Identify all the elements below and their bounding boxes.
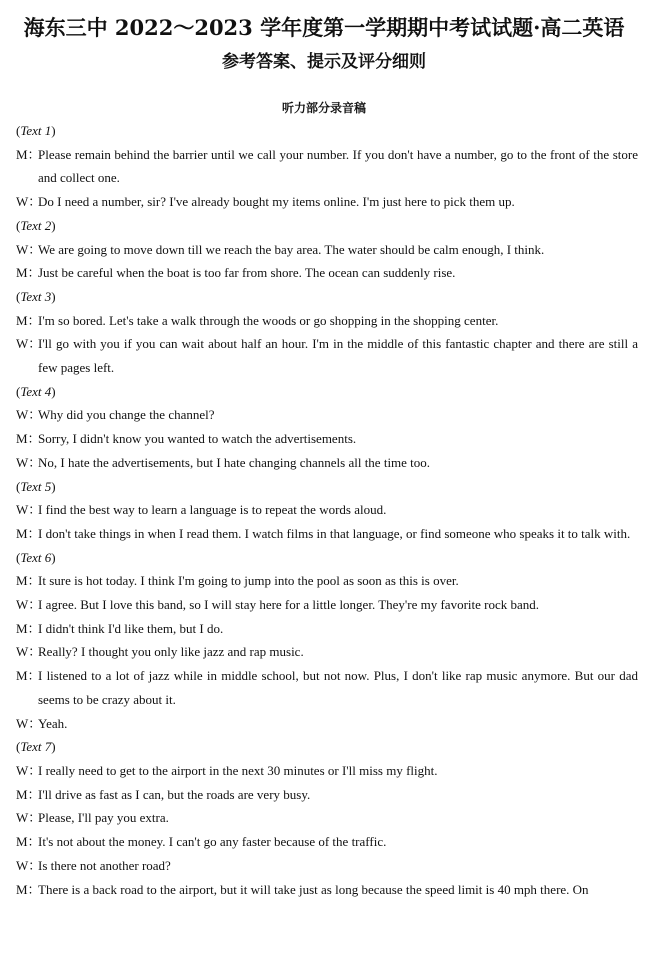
dialogue-turn [16, 617, 638, 641]
dialogue-turn [16, 403, 638, 427]
text-heading: (Text 6) [16, 549, 56, 565]
utterance-text: Just be careful when the boat is too far from shore. The ocean can suddenly rise. [38, 265, 456, 281]
dialogue-turn [16, 522, 638, 546]
speaker-label: M： [16, 881, 41, 897]
utterance-text: Please remain behind the barrier until we call your number. If you don't have a number, go to the front of the store and collect one. [38, 146, 638, 186]
utterance-text: I listened to a lot of jazz while in middle school, but not now. Plus, I don't like rap music anymore. But our dad seems to be crazy about it. [38, 668, 638, 707]
utterance-text: I'll go with you if you can wait about half an hour. I'm in the middle of this fantastic chapter and there are still a few pages left. [38, 336, 638, 376]
text-heading-label: Text 3 [20, 288, 52, 304]
dialogue-turn [16, 806, 638, 830]
dialogue-turn [16, 332, 638, 379]
utterance-text: Really? I thought you only like jazz and rap music. [38, 644, 304, 660]
utterance-text: I don't take things in when I read them. I watch films in that language, or find someone who speaks it to talk with. [38, 525, 631, 541]
speaker-label: M： [16, 668, 41, 684]
text-heading: (Text 3) [16, 288, 56, 304]
speaker-label: M： [16, 834, 41, 850]
utterance-text: There is a back road to the airport, but it will take just as long because the speed limit is 40 mph there. On [38, 881, 589, 897]
dialogue-turn [16, 830, 638, 854]
utterance-text: Sorry, I didn't know you wanted to watch the advertisements. [38, 431, 357, 447]
speaker-label: W： [16, 336, 42, 352]
speaker-label: W： [16, 857, 42, 873]
speaker-label: W： [16, 502, 42, 518]
utterance-text: Please, I'll pay you extra. [38, 810, 169, 826]
speaker-label: W： [16, 194, 42, 210]
dialogue-turn [16, 451, 638, 475]
dialogue-turn [16, 593, 638, 617]
dialogue-turn [16, 238, 638, 262]
speaker-label: W： [16, 407, 42, 423]
speaker-label: W： [16, 241, 42, 257]
speaker-label: M： [16, 431, 41, 447]
utterance-text: Why did you change the channel? [38, 407, 215, 423]
utterance-text: No, I hate the advertisements, but I hate changing channels all the time too. [38, 454, 431, 470]
dialogue-turn [16, 498, 638, 522]
speaker-label: M： [16, 573, 41, 589]
text-heading: (Text 1) [16, 123, 56, 138]
section-title: 听力部分录音稿 [281, 101, 366, 115]
dialogue-turn [16, 309, 638, 333]
text-heading: (Text 2) [16, 217, 56, 233]
utterance-text: I find the best way to learn a language is to repeat the words aloud. [38, 502, 387, 518]
utterance-text: I'll drive as fast as I can, but the roads are very busy. [38, 786, 311, 802]
utterance-text: I'm so bored. Let's take a walk through the woods or go shopping in the shopping center. [38, 312, 499, 328]
text-heading: (Text 5) [16, 478, 56, 494]
dialogue-turn [16, 878, 638, 902]
utterance-text: I really need to get to the airport in the next 30 minutes or I'll miss my flight. [38, 762, 438, 778]
listening-transcript [16, 119, 638, 901]
document-subtitle: 参考答案、提示及评分细则 [222, 52, 426, 72]
dialogue-turn [16, 759, 638, 783]
dialogue-turn [16, 854, 638, 878]
text-heading-label: Text 4 [20, 383, 52, 399]
speaker-label: W： [16, 644, 42, 660]
text-heading-label: Text 1 [20, 123, 52, 138]
text-heading-label: Text 6 [20, 549, 52, 565]
text-heading: (Text 4) [16, 383, 56, 399]
dialogue-turn [16, 569, 638, 593]
utterance-text: Is there not another road? [38, 857, 171, 873]
dialogue-turn [16, 427, 638, 451]
speaker-label: M： [16, 525, 41, 541]
speaker-label: M： [16, 146, 41, 162]
dialogue-turn [16, 261, 638, 285]
utterance-text: It sure is hot today. I think I'm going to jump into the pool as soon as this is over. [38, 573, 459, 589]
speaker-label: W： [16, 810, 42, 826]
speaker-label: W： [16, 454, 42, 470]
dialogue-turn [16, 712, 638, 736]
speaker-label: W： [16, 762, 42, 778]
text-heading-label: Text 2 [20, 217, 52, 233]
text-heading: (Text 7) [16, 739, 56, 755]
speaker-label: M： [16, 786, 41, 802]
text-heading-label: Text 5 [20, 478, 52, 494]
dialogue-turn [16, 143, 638, 190]
utterance-text: I agree. But I love this band, so I will stay here for a little longer. They're my favorite rock band. [38, 597, 540, 613]
utterance-text: I didn't think I'd like them, but I do. [38, 620, 224, 636]
utterance-text: It's not about the money. I can't go any faster because of the traffic. [38, 834, 387, 850]
dialogue-turn [16, 664, 638, 711]
dialogue-turn [16, 640, 638, 664]
speaker-label: M： [16, 620, 41, 636]
speaker-label: M： [16, 312, 41, 328]
dialogue-turn [16, 190, 638, 214]
utterance-text: Yeah. [38, 715, 68, 731]
dialogue-turn [16, 783, 638, 807]
document-title: 海东三中 2022～2023 学年度第一学期期中考试试题·高二英语 [23, 15, 625, 40]
utterance-text: Do I need a number, sir? I've already bought my items online. I'm just here to pick them up. [38, 194, 515, 210]
text-heading-label: Text 7 [20, 739, 52, 755]
speaker-label: W： [16, 597, 42, 613]
speaker-label: M： [16, 265, 41, 281]
utterance-text: We are going to move down till we reach the bay area. The water should be calm enough, I think. [38, 241, 545, 257]
speaker-label: W： [16, 715, 42, 731]
